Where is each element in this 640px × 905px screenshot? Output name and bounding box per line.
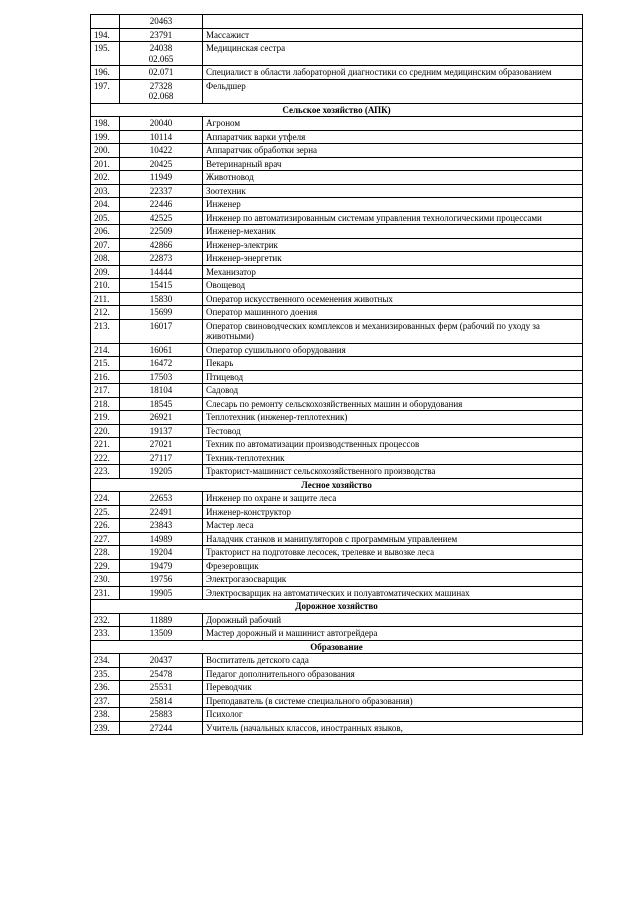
profession-name: Зоотехник <box>203 184 583 198</box>
profession-code-cell <box>120 370 203 384</box>
table-row <box>91 681 583 695</box>
row-number: 235. <box>91 667 120 681</box>
table-row <box>91 144 583 158</box>
table-row <box>91 171 583 185</box>
row-number: 201. <box>91 157 120 171</box>
profession-code: 14989 <box>149 533 173 544</box>
row-number: 231. <box>91 586 120 600</box>
table-row <box>91 184 583 198</box>
profession-name: Психолог <box>203 708 583 722</box>
profession-name: Животновод <box>203 171 583 185</box>
professions-table-body <box>91 15 583 735</box>
table-row <box>91 252 583 266</box>
row-number: 232. <box>91 613 120 627</box>
profession-code-cell <box>120 721 203 735</box>
profession-code: 19137 <box>149 425 173 436</box>
profession-code-cell <box>120 492 203 506</box>
table-row <box>91 492 583 506</box>
row-number: 196. <box>91 66 120 80</box>
row-number: 234. <box>91 654 120 668</box>
profession-code-cell <box>120 505 203 519</box>
table-row <box>91 225 583 239</box>
profession-code: 15415 <box>149 280 173 290</box>
table-row <box>91 519 583 533</box>
profession-code-cell <box>120 265 203 279</box>
profession-code: 22446 <box>149 199 173 209</box>
profession-name: Медицинская сестра <box>203 42 583 66</box>
section-title: Образование <box>91 640 583 654</box>
table-row <box>91 627 583 641</box>
row-number: 211. <box>91 292 120 306</box>
profession-name: Переводчик <box>203 681 583 695</box>
row-number: 205. <box>91 211 120 225</box>
profession-code: 20463 <box>149 16 173 26</box>
row-number: 213. <box>91 319 120 343</box>
profession-code: 27244 <box>149 722 173 733</box>
row-number: 202. <box>91 171 120 185</box>
profession-code: 22491 <box>149 506 173 517</box>
profession-code-cell <box>120 252 203 266</box>
row-number: 218. <box>91 397 120 411</box>
table-row <box>91 211 583 225</box>
profession-name: Инженер-электрик <box>203 238 583 252</box>
profession-name: Оператор машинного доения <box>203 306 583 320</box>
profession-name: Оператор свиноводческих комплексов и механизированных ферм (рабочий по уходу за животными) <box>203 319 583 343</box>
row-number: 221. <box>91 438 120 452</box>
table-row <box>91 28 583 42</box>
row-number: 222. <box>91 451 120 465</box>
profession-code-cell <box>120 694 203 708</box>
row-number: 210. <box>91 279 120 293</box>
profession-code-cell <box>120 66 203 80</box>
profession-code-cell <box>120 438 203 452</box>
table-row <box>91 424 583 438</box>
table-row <box>91 319 583 343</box>
profession-name: Техник-теплотехник <box>203 451 583 465</box>
table-row <box>91 411 583 425</box>
row-number: 215. <box>91 357 120 371</box>
profession-code: 16472 <box>149 358 173 368</box>
profession-code-cell <box>120 397 203 411</box>
profession-code-cell <box>120 411 203 425</box>
row-number: 195. <box>91 42 120 66</box>
profession-code: 18104 <box>149 385 173 395</box>
table-row <box>91 586 583 600</box>
profession-code-cell <box>120 343 203 357</box>
table-row <box>91 265 583 279</box>
profession-code: 20040 <box>149 118 173 128</box>
profession-code: 13509 <box>149 628 173 638</box>
profession-name: Инженер по охране и защите леса <box>203 492 583 506</box>
profession-name: Ветеринарный врач <box>203 157 583 171</box>
profession-code-cell <box>120 708 203 722</box>
table-row <box>91 157 583 171</box>
profession-code-cell <box>120 198 203 212</box>
row-number: 203. <box>91 184 120 198</box>
profession-code: 25883 <box>149 709 173 719</box>
table-row <box>91 279 583 293</box>
row-number: 207. <box>91 238 120 252</box>
profession-name: Преподаватель (в системе специального образования) <box>203 694 583 708</box>
profession-code-cell <box>120 279 203 293</box>
table-row <box>91 384 583 398</box>
table-row <box>91 708 583 722</box>
profession-code: 24038 <box>149 43 173 53</box>
row-number: 209. <box>91 265 120 279</box>
profession-code: 10114 <box>149 131 173 142</box>
profession-code: 42525 <box>149 212 173 223</box>
profession-code: 23843 <box>149 520 173 530</box>
profession-name: Инженер <box>203 198 583 212</box>
row-number: 227. <box>91 532 120 546</box>
profession-code-cell <box>120 519 203 533</box>
profession-name: Фрезеровщик <box>203 559 583 573</box>
profession-code: 15699 <box>149 307 173 317</box>
profession-name: Аппаратчик обработки зерна <box>203 144 583 158</box>
profession-code-cell <box>120 681 203 695</box>
profession-name: Инженер-механик <box>203 225 583 239</box>
row-number: 226. <box>91 519 120 533</box>
section-title: Лесное хозяйство <box>91 478 583 492</box>
profession-code-cell <box>120 573 203 587</box>
profession-code-cell <box>120 238 203 252</box>
profession-name: Оператор искусственного осеменения животных <box>203 292 583 306</box>
profession-name: Учитель (начальных классов, иностранных языков, <box>203 721 583 735</box>
profession-code: 19479 <box>149 560 173 571</box>
profession-code: 19756 <box>149 574 173 584</box>
profession-code: 26921 <box>149 412 173 422</box>
profession-code-cell <box>120 184 203 198</box>
profession-code-cell <box>120 465 203 479</box>
row-number: 214. <box>91 343 120 357</box>
profession-code: 27021 <box>149 439 173 449</box>
row-number: 224. <box>91 492 120 506</box>
section-header-row <box>91 600 583 614</box>
profession-name: Садовод <box>203 384 583 398</box>
section-header-row <box>91 640 583 654</box>
row-number: 216. <box>91 370 120 384</box>
table-row <box>91 357 583 371</box>
table-row <box>91 306 583 320</box>
row-number: 200. <box>91 144 120 158</box>
table-row <box>91 546 583 560</box>
table-row <box>91 370 583 384</box>
profession-code: 20437 <box>149 655 173 665</box>
row-number: 239. <box>91 721 120 735</box>
profession-name: Дорожный рабочий <box>203 613 583 627</box>
row-number: 217. <box>91 384 120 398</box>
profession-code-cell <box>120 357 203 371</box>
profession-code: 25531 <box>149 682 173 692</box>
row-number: 225. <box>91 505 120 519</box>
profession-code-cell <box>120 79 203 103</box>
row-number: 204. <box>91 198 120 212</box>
profession-code: 22337 <box>149 185 173 196</box>
profession-code-cell <box>120 144 203 158</box>
profession-code: 20425 <box>149 158 173 169</box>
table-row <box>91 613 583 627</box>
profession-code-cell <box>120 42 203 66</box>
profession-name: Педагог дополнительного образования <box>203 667 583 681</box>
profession-code: 19205 <box>149 466 173 476</box>
profession-code: 42866 <box>149 239 173 250</box>
row-number: 219. <box>91 411 120 425</box>
profession-code: 15830 <box>149 293 173 304</box>
profession-name: Воспитатель детского сада <box>203 654 583 668</box>
profession-name: Инженер по автоматизированным системам управления технологическими процессами <box>203 211 583 225</box>
row-number: 237. <box>91 694 120 708</box>
row-number: 194. <box>91 28 120 42</box>
table-row <box>91 397 583 411</box>
row-number: 208. <box>91 252 120 266</box>
table-row <box>91 42 583 66</box>
profession-code: 16017 <box>149 320 173 331</box>
profession-code: 14444 <box>149 266 173 277</box>
table-row <box>91 721 583 735</box>
profession-name: Тракторист-машинист сельскохозяйственного производства <box>203 465 583 479</box>
profession-code-cell <box>120 384 203 398</box>
table-row <box>91 438 583 452</box>
profession-name: Тестовод <box>203 424 583 438</box>
row-number: 212. <box>91 306 120 320</box>
profession-code: 17503 <box>149 371 173 382</box>
profession-name: Оператор сушильного оборудования <box>203 343 583 357</box>
table-row <box>91 559 583 573</box>
profession-code: 19905 <box>149 587 173 598</box>
row-number: 233. <box>91 627 120 641</box>
profession-code-cell <box>120 157 203 171</box>
profession-code: 02.071 <box>148 67 174 77</box>
profession-code-cell <box>120 28 203 42</box>
table-row <box>91 573 583 587</box>
row-number <box>91 15 120 29</box>
profession-code-cell <box>120 211 203 225</box>
profession-code: 18545 <box>149 398 173 409</box>
table-row <box>91 654 583 668</box>
profession-name: Наладчик станков и манипуляторов с программным управлением <box>203 532 583 546</box>
table-row <box>91 292 583 306</box>
profession-code-cell <box>120 292 203 306</box>
row-number: 198. <box>91 117 120 131</box>
table-row <box>91 694 583 708</box>
profession-code: 27328 <box>149 80 173 91</box>
profession-name: Электросварщик на автоматических и полуавтоматических машинах <box>203 586 583 600</box>
profession-name: Специалист в области лабораторной диагностики со средним медицинским образованием <box>203 66 583 80</box>
profession-code-cell <box>120 306 203 320</box>
table-row <box>91 198 583 212</box>
profession-name: Массажист <box>203 28 583 42</box>
profession-name: Тракторист на подготовке лесосек, трелевке и вывозке леса <box>203 546 583 560</box>
profession-name: Аппаратчик варки утфеля <box>203 130 583 144</box>
profession-code: 19204 <box>149 547 173 557</box>
row-number: 228. <box>91 546 120 560</box>
table-row <box>91 667 583 681</box>
table-row <box>91 343 583 357</box>
section-header-row <box>91 103 583 117</box>
profession-code: 23791 <box>149 29 173 40</box>
profession-name: Мастер леса <box>203 519 583 533</box>
profession-name: Инженер-энергетик <box>203 252 583 266</box>
profession-code-cell <box>120 613 203 627</box>
row-number: 236. <box>91 681 120 695</box>
profession-name <box>203 15 583 29</box>
profession-code-cell <box>120 667 203 681</box>
row-number: 238. <box>91 708 120 722</box>
profession-name: Мастер дорожный и машинист автогрейдера <box>203 627 583 641</box>
profession-name: Техник по автоматизации производственных процессов <box>203 438 583 452</box>
profession-name: Пекарь <box>203 357 583 371</box>
profession-code: 22873 <box>149 253 173 263</box>
section-header-row <box>91 478 583 492</box>
profession-code: 11889 <box>149 614 173 625</box>
profession-code: 02.065 <box>148 53 174 64</box>
profession-code-cell <box>120 171 203 185</box>
profession-name: Теплотехник (инженер-теплотехник) <box>203 411 583 425</box>
profession-code: 25814 <box>149 695 173 706</box>
row-number: 206. <box>91 225 120 239</box>
profession-code-cell <box>120 451 203 465</box>
professions-table <box>90 14 583 735</box>
profession-code: 10422 <box>149 145 173 155</box>
profession-code-cell <box>120 546 203 560</box>
profession-name: Слесарь по ремонту сельскохозяйственных машин и оборудования <box>203 397 583 411</box>
table-row <box>91 238 583 252</box>
profession-code-cell <box>120 130 203 144</box>
profession-code-cell <box>120 586 203 600</box>
table-row <box>91 451 583 465</box>
row-number: 197. <box>91 79 120 103</box>
profession-name: Инженер-конструктор <box>203 505 583 519</box>
row-number: 220. <box>91 424 120 438</box>
profession-code: 02.068 <box>148 91 174 101</box>
profession-name: Электрогазосварщик <box>203 573 583 587</box>
table-row <box>91 117 583 131</box>
profession-code-cell <box>120 117 203 131</box>
row-number: 199. <box>91 130 120 144</box>
profession-code-cell <box>120 424 203 438</box>
row-number: 223. <box>91 465 120 479</box>
row-number: 230. <box>91 573 120 587</box>
row-number: 229. <box>91 559 120 573</box>
table-row <box>91 66 583 80</box>
table-row <box>91 130 583 144</box>
profession-code-cell <box>120 225 203 239</box>
profession-code: 16061 <box>149 344 173 355</box>
table-row <box>91 79 583 103</box>
table-row <box>91 532 583 546</box>
table-row <box>91 465 583 479</box>
profession-name: Овощевод <box>203 279 583 293</box>
profession-name: Агроном <box>203 117 583 131</box>
profession-code-cell <box>120 654 203 668</box>
profession-code: 25478 <box>149 668 173 679</box>
section-title: Дорожное хозяйство <box>91 600 583 614</box>
profession-code: 27117 <box>149 452 173 463</box>
profession-name: Птицевод <box>203 370 583 384</box>
table-row <box>91 15 583 29</box>
profession-code-cell <box>120 559 203 573</box>
section-title: Сельское хозяйство (АПК) <box>91 103 583 117</box>
table-row <box>91 505 583 519</box>
profession-code-cell <box>120 15 203 29</box>
profession-code-cell <box>120 319 203 343</box>
profession-code-cell <box>120 627 203 641</box>
profession-name: Фельдшер <box>203 79 583 103</box>
profession-name: Механизатор <box>203 265 583 279</box>
profession-code: 22653 <box>149 493 173 503</box>
profession-code: 11949 <box>149 172 173 182</box>
profession-code-cell <box>120 532 203 546</box>
profession-code: 22509 <box>149 226 173 236</box>
